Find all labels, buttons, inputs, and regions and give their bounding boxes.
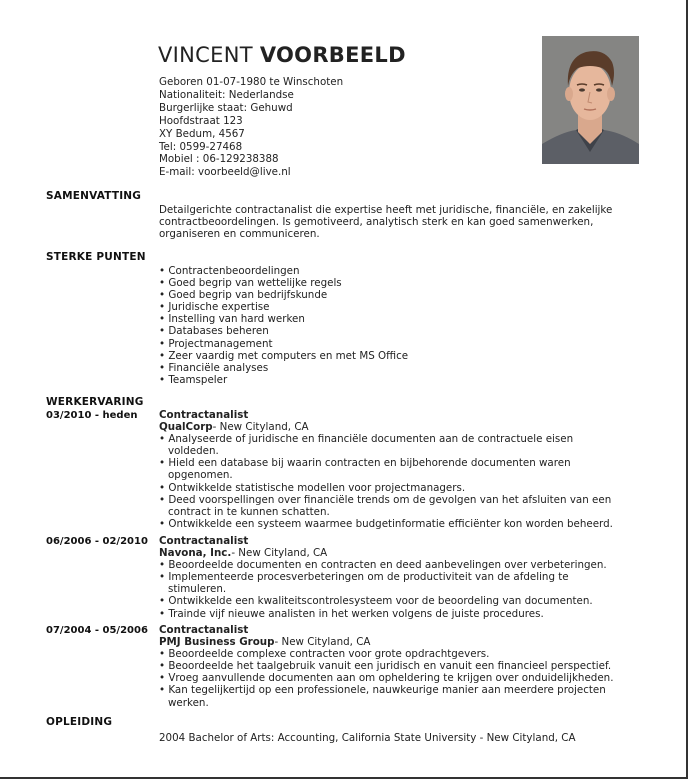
job-location: - New Cityland, CA <box>212 421 309 434</box>
job-company-line <box>159 547 659 559</box>
summary-text <box>159 204 649 240</box>
list-item: • Projectmanagement <box>159 337 273 350</box>
job-role: Contractanalist <box>159 409 249 421</box>
job-line: • Ontwikkelde een kwaliteitscontrolesysteem voor de beoordeling van documenten. <box>159 595 593 608</box>
job-role: Contractanalist <box>159 535 249 547</box>
contact-line: Hoofdstraat 123 <box>159 114 243 127</box>
portrait-image <box>542 36 639 164</box>
job-line: • Kan tegelijkertijd op een professionele, nauwkeurige manier aan meerdere projecten <box>159 684 606 697</box>
summary-line: organiseren en communiceren. <box>159 228 320 241</box>
job-entry <box>159 409 659 530</box>
job-line: • Implementeerde procesverbeteringen om de productiviteit van de afdeling te <box>159 571 569 584</box>
list-item: • Financiële analyses <box>159 361 269 374</box>
job-entry <box>159 535 659 620</box>
list-item: • Instelling van hard werken <box>159 313 305 326</box>
job-line: • Beoordeelde het taalgebruik vanuit een juridisch en vanuit een financieel perspectief. <box>159 660 612 673</box>
first-name: VINCENT <box>158 43 253 67</box>
job-dates: 06/2006 - 02/2010 <box>46 536 148 547</box>
summary-line: Detailgerichte contractanalist die expertise heeft met juridische, financiële, en zakelijke <box>159 204 613 216</box>
education-text <box>159 732 649 744</box>
contact-line: Tel: 0599-27468 <box>159 140 243 153</box>
job-line: • Ontwikkelde een systeem waarmee budgetinformatie efficiënter kon worden beheerd. <box>159 517 613 530</box>
contact-info <box>159 76 343 179</box>
job-company: QualCorp <box>159 421 213 434</box>
job-line: stimuleren. <box>168 583 227 596</box>
strengths-list <box>159 265 649 386</box>
job-line: • Vroeg aanvullende documenten aan om opheldering te krijgen over onduidelijkheden. <box>159 672 614 685</box>
job-dates: 07/2004 - 05/2006 <box>46 625 148 636</box>
job-line: contract in te kunnen schatten. <box>168 505 330 518</box>
job-line: • Beoordeelde documenten en contracten en deed aanbevelingen over verbeteringen. <box>159 559 607 572</box>
list-item: • Contractenbeoordelingen <box>159 265 300 277</box>
section-title-summary: SAMENVATTING <box>46 190 142 202</box>
job-entry <box>159 624 659 709</box>
job-line: • Deed voorspellingen over financiële trends om de gevolgen van het afsluiten van een <box>159 493 612 506</box>
contact-line: XY Bedum, 4567 <box>159 127 245 140</box>
list-item: • Teamspeler <box>159 373 228 386</box>
contact-line: E-mail: voorbeeld@live.nl <box>159 166 291 179</box>
section-title-strengths: STERKE PUNTEN <box>46 251 146 263</box>
job-line: voldeden. <box>168 445 219 458</box>
job-role: Contractanalist <box>159 624 249 636</box>
list-item: • Goed begrip van wettelijke regels <box>159 277 342 290</box>
job-line: • Analyseerde of juridische en financiële documenten aan de contractuele eisen <box>159 433 574 446</box>
job-company-line <box>159 636 659 648</box>
list-item: • Zeer vaardig met computers en met MS Office <box>159 349 409 362</box>
education-line: 2004 Bachelor of Arts: Accounting, California State University - New Cityland, CA <box>159 732 576 744</box>
job-line: werken. <box>168 696 209 709</box>
list-item: • Databases beheren <box>159 325 269 338</box>
job-location: - New Cityland, CA <box>231 547 328 560</box>
job-line: • Hield een database bij waarin contracten en bijbehorende documenten waren <box>159 457 571 470</box>
section-title-experience: WERKERVARING <box>46 396 144 408</box>
section-title-education: OPLEIDING <box>46 716 113 728</box>
job-line: • Trainde vijf nieuwe analisten in het werken volgens de juiste procedures. <box>159 607 544 620</box>
job-dates: 03/2010 - heden <box>46 410 138 421</box>
contact-line: Geboren 01-07-1980 te Winschoten <box>159 76 344 88</box>
contact-line: Nationaliteit: Nederlandse <box>159 88 294 101</box>
candidate-name <box>158 43 406 67</box>
job-company: PMJ Business Group <box>159 636 275 649</box>
job-line: • Beoordeelde complexe contracten voor grote opdrachtgevers. <box>159 648 490 661</box>
contact-line: Mobiel : 06-129238388 <box>159 153 279 166</box>
job-line: opgenomen. <box>168 469 233 482</box>
profile-photo <box>542 36 639 164</box>
job-company-line <box>159 421 659 433</box>
last-name: VOORBEELD <box>259 43 406 67</box>
job-company: Navona, Inc. <box>159 547 232 560</box>
contact-line: Burgerlijke staat: Gehuwd <box>159 101 293 114</box>
list-item: • Goed begrip van bedrijfskunde <box>159 289 328 302</box>
job-location: - New Cityland, CA <box>274 636 371 649</box>
list-item: • Juridische expertise <box>159 301 270 314</box>
job-line: • Ontwikkelde statistische modellen voor projectmanagers. <box>159 481 466 494</box>
summary-line: contractbeoordelingen. Is gemotiveerd, analytisch sterk en kan goed samenwerken, <box>159 216 594 229</box>
